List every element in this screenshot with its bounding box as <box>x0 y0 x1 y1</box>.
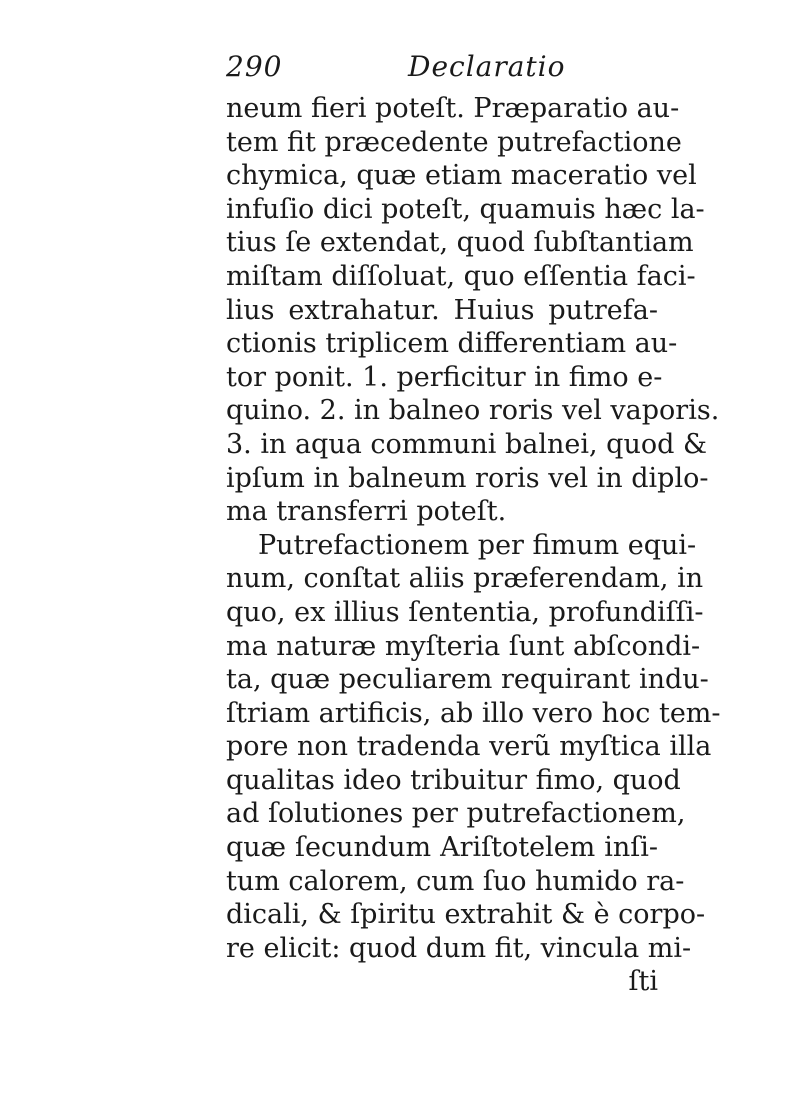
text-line: pore non tradenda verũ myſtica illa <box>226 731 712 763</box>
body-text <box>226 92 721 999</box>
text-line: ma transferri poteſt. <box>226 496 507 528</box>
text-line: ctionis triplicem differentiam au- <box>226 328 678 360</box>
text-line: tor ponit. 1. perficitur in fimo e- <box>226 361 663 393</box>
text-line: lius extrahatur. Huius putrefa- <box>226 294 658 326</box>
text-line: tum calorem, cum ſuo humido ra- <box>226 865 685 897</box>
catchword: ſti <box>628 966 658 998</box>
text-line: ta, quæ peculiarem requirant indu- <box>226 664 709 696</box>
text-line: ipſum in balneum roris vel in diplo- <box>226 462 709 494</box>
text-line: quino. 2. in balneo roris vel vaporis. <box>226 395 720 427</box>
text-line: tius ſe extendat, quod ſubſtantiam <box>226 227 694 259</box>
text-line: ad ſolutiones per putrefactionem, <box>226 798 686 830</box>
text-line: 3. in aqua communi balnei, quod & <box>226 428 707 460</box>
text-line: miſtam diſſoluat, quo eſſentia faci- <box>226 260 696 292</box>
text-line: qualitas ideo tribuitur fimo, quod <box>226 764 681 796</box>
text-line: ma naturæ myſteria ſunt abſcondi- <box>226 630 701 662</box>
text-line: re elicit: quod dum fit, vincula mi- <box>226 932 692 964</box>
text-line: infuſio dici poteſt, quamuis hæc la- <box>226 193 705 225</box>
text-line: neum fieri poteſt. Præparatio au- <box>226 93 680 124</box>
text-line: tem fit præcedente putrefactione <box>226 126 682 158</box>
page-header <box>226 50 656 90</box>
text-line: quo, ex illius ſententia, profundiſſi- <box>226 596 704 628</box>
page-number: 290 <box>226 50 283 83</box>
text-line: chymica, quæ etiam maceratio vel <box>226 160 697 192</box>
text-line: num, conſtat aliis præferendam, in <box>226 563 704 595</box>
text-line: Putrefactionem per fimum equi- <box>258 529 697 561</box>
text-line: ſtriam artificis, ab illo vero hoc tem- <box>226 697 721 729</box>
text-line: quæ ſecundum Ariſtotelem inſi- <box>226 832 658 864</box>
text-line: dicali, & ſpiritu extrahit & è corpo- <box>226 899 706 931</box>
running-head: Declaratio <box>408 50 566 83</box>
